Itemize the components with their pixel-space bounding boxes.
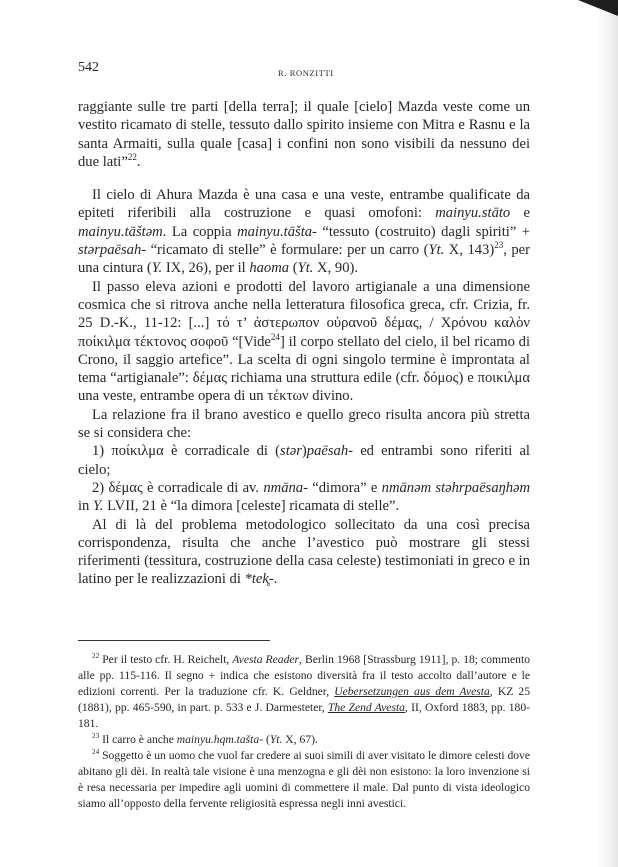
footnote-ref: 23 xyxy=(494,240,504,251)
italic-term: Y. xyxy=(93,498,104,515)
text-run: . La coppia xyxy=(162,223,238,240)
footnote-ref: 22 xyxy=(127,152,137,163)
paragraph-relation xyxy=(78,406,530,443)
italic-term: nmānəm stəhrpaēsaŋhəm xyxy=(381,479,531,496)
footnote-23 xyxy=(78,732,530,748)
main-text xyxy=(78,98,530,589)
italic-term: Yt. xyxy=(428,242,445,259)
footnote-22 xyxy=(78,652,530,732)
text-run: e xyxy=(510,205,530,222)
text-run: . xyxy=(136,153,141,170)
footnote-ref: 24 xyxy=(270,331,280,342)
text-run: “ricamato di stelle” è formulare: per un carro ( xyxy=(146,242,429,259)
text-run: “tessuto (costruito) dagli spiriti” + xyxy=(316,223,530,240)
text-run: Il carro è anche xyxy=(99,733,177,746)
text-run: X, 143) xyxy=(444,242,495,259)
text-run: , KZ 25 (1881), pp. 465-590, in part. p. 533 e J. Darmesteter, xyxy=(78,685,530,714)
page-corner-fold xyxy=(578,0,618,16)
text-run: Il passo eleva azioni e prodotti del lavoro artigianale a una dimensione cosmica che si ritrova anche nella letteratura filosofica greca, cfr. Crizia, fr. 25 D.-K., 11-12: [...] τό τ’ ἀστερωπον οὐρανοῦ δέμας, / Χρόνου καλὸν ποίκιλμα τέκτονος σοφοῦ “[Vide xyxy=(78,278,530,350)
paragraph-greek-parallel xyxy=(78,278,530,406)
text-run: Per il testo cfr. H. Reichelt, xyxy=(99,653,233,666)
text-run: IX, 26), per il xyxy=(162,260,250,277)
italic-term: *tek̥- xyxy=(244,571,274,588)
italic-term: Y. xyxy=(151,260,163,277)
text-run: Al di là del problema metodologico sollecitato da una così precisa corrispondenza, risulta che anche l’avestico può mostrare gli stessi riferimenti (tessitura, costruzione della casa celeste) testimoniati in greco e in latino per le realizzazioni di xyxy=(78,516,530,588)
text-run: in xyxy=(78,498,93,515)
paragraph-ahura-mazda xyxy=(78,186,530,277)
italic-term: mainyu.stāto xyxy=(435,205,511,222)
text-run: LVII, 21 è “la dimora [celeste] ricamata di stelle”. xyxy=(103,498,400,515)
text-run: Soggetto è un uomo che vuol far credere ai suoi simili di aver visitato le dimore celesti dove abitano gli dèi. In realtà tale visione è una menzogna e gli dèi non esistono: la loro invenzione si è resa necessaria per impedire agli uomini di commettere il male. Dal punto di vista ideologico siamo all’opposto della fervente religiosità espressa negli inni avestici. xyxy=(78,749,530,810)
italic-term: Avesta Reader xyxy=(232,653,300,666)
italic-term: mainyu.hqm.tašta- xyxy=(176,733,264,746)
underlined-title: The Zend Avesta xyxy=(327,701,405,714)
text-run: ( xyxy=(263,733,270,746)
text-run: La relazione fra il brano avestico e quello greco risulta ancora più stretta se si considera che: xyxy=(78,406,530,442)
italic-term: mainyu.tāštəm xyxy=(78,223,163,240)
text-run: X, 90). xyxy=(313,260,358,277)
text-run: raggiante sulle tre parti [della terra]; il quale [cielo] Mazda veste come un vestito ricamato di stelle, tessuto dallo spirito insieme con Mitra e Rasnu e la santa Armaiti, sulla quale [casa] i confini non sono visibili da nessuno dei due lati” xyxy=(78,99,530,170)
footnote-24 xyxy=(78,748,530,812)
italic-term: Yt. xyxy=(269,733,283,746)
text-run: . xyxy=(273,571,278,588)
italic-term: stərpaēsah- xyxy=(78,242,147,259)
footnote-ref: 22 xyxy=(92,652,100,661)
text-run: ( xyxy=(289,260,298,277)
paragraph-conclusion xyxy=(78,516,530,589)
footnote-rule xyxy=(78,640,270,641)
italic-term: nmāna- xyxy=(263,479,308,496)
paragraph-quote-end xyxy=(78,98,530,171)
scan-shadow-edge xyxy=(596,0,618,867)
text-run: , II, Oxford 1883, pp. 180-181. xyxy=(78,701,530,730)
footnotes xyxy=(78,652,530,812)
list-item-1 xyxy=(78,442,530,479)
italic-term: paēsah- xyxy=(306,443,354,460)
italic-term: haoma xyxy=(249,260,290,277)
text-run: X, 67). xyxy=(282,733,318,746)
text-run: , per una cintura ( xyxy=(78,242,530,277)
list-item-2 xyxy=(78,479,530,516)
italic-term: stər xyxy=(280,443,302,460)
text-run: “dimora” e xyxy=(307,479,382,496)
underlined-title: Uebersetzungen aus dem Avesta xyxy=(334,685,490,698)
text-run: 1) ποίκιλμα è corradicale di ( xyxy=(92,443,281,460)
text-run: ] il corpo stellato del cielo, il bel ricamo di Crono, il saggio artefice”. La scelta di ogni singolo termine è improntata al tema “artigianale”: δέμας richiama una struttura edile (cfr. δόμος) e ποικιλμα una veste, entrambe opera di un τέκτων divino. xyxy=(78,333,531,405)
page-number: 542 xyxy=(78,60,99,75)
text-run: ) xyxy=(301,443,307,460)
text-run: Il cielo di Ahura Mazda è una casa e una veste, entrambe qualificate da epiteti riferibili alla costruzione e quasi omofoni: xyxy=(78,187,530,222)
text-run: , Berlin 1968 [Strassburg 1911], p. 18; commento alle pp. 115-116. Il segno + indica che esistono diversità fra il testo accolto dall’autore e le edizioni correnti. Per la traduzione cfr. K. Geldner, xyxy=(78,653,530,698)
running-head: R. RONZITTI xyxy=(278,68,334,78)
italic-term: mainyu.tāšta- xyxy=(237,223,317,240)
text-run: ed entrambi sono riferiti al cielo; xyxy=(78,443,530,478)
text-run: 2) δέμας è corradicale di av. xyxy=(92,479,264,496)
italic-term: Yt. xyxy=(297,260,314,277)
footnote-ref: 24 xyxy=(92,748,100,757)
footnote-ref: 23 xyxy=(92,732,100,741)
